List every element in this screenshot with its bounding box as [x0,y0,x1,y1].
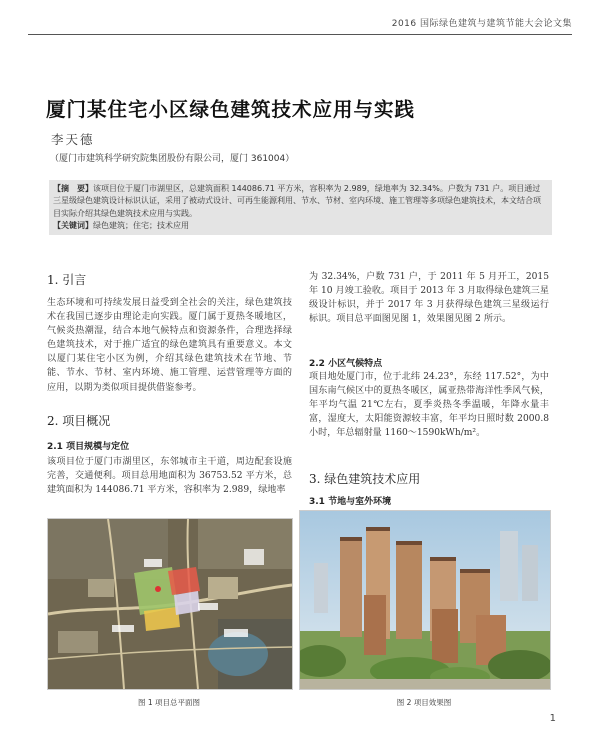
figure-1-caption: 图 1 项目总平面图 [137,698,201,707]
abstract-label: 【摘 要】 [53,184,93,193]
section-2-1-text: 该项目位于厦门市湖里区，东邻城市主干道，周边配套设施完善，交通便利。项目总用地面积为 36753.52 平方米，总建筑面积为 144086.71 平方米，容积率为 2.989，绿地率 [47,457,292,496]
section-1-heading: 1. 引言 [47,273,87,287]
figure-2-rendering [299,510,551,690]
keywords-paragraph [53,220,548,232]
keywords-label: 【关键词】 [53,220,93,230]
keywords-text: 绿色建筑；住宅；技术应用 [93,220,189,230]
article-title: 厦门某住宅小区绿色建筑技术应用与实践 [46,98,416,121]
project-rendering-image [300,511,550,689]
abstract-paragraph [53,183,548,220]
abstract-text: 该项目位于厦门市湖里区，总建筑面积 144086.71 平方米，容积率为 2.989，绿地率为 32.34%。户数为 731 户。项目通过三星级绿色建筑设计标识认证，采用了被动式设计、可再生能源利用、节水、节材、室内环境、施工管理等多项绿色建筑技术，本文结合项目实际介绍其绿色建筑技术应用与实践。 [53,184,541,218]
section-2-2-text: 项目地处厦门市，位于北纬 24.23°，东经 117.52°，为中国东南气候区中的夏热冬暖区，属亚热带海洋性季风气候，年平均气温 21℃左右，夏季炎热冬季温暖，年降水量丰富，湿度大，太阳能资源较丰富，年平均日照时数 2000.8 小时，年总辐射量 1160～1590kWh/m²。 [309,372,549,439]
section-2-2-heading: 2.2 小区气候特点 [309,359,383,369]
section-2-1-continued-text: 为 32.34%，户数 731 户，于 2011 年 5 月开工，2015 年 10 月竣工验收。项目于 2013 年 3 月取得绿色建筑三星级设计标识，并于 2017 年 3 月获得绿色建筑三星级运行标识。项目总平面图见图 1，效果图见图 2 所示。 [309,272,549,325]
header-rule [28,34,572,35]
section-3-heading: 3. 绿色建筑技术应用 [309,472,421,486]
figure-1-site-plan [47,518,293,690]
figure-2-caption: 图 2 项目效果图 [396,698,452,707]
section-2-heading: 2. 项目概况 [47,414,111,428]
page-number: 1 [549,713,556,724]
site-plan-map-image [48,519,292,689]
running-head: 2016 国际绿色建筑与建筑节能大会论文集 [391,19,572,29]
section-2-1-heading: 2.1 项目规模与定位 [47,442,130,452]
abstract-box [49,180,552,235]
section-3-1-heading: 3.1 节地与室外环境 [309,497,392,507]
author-name: 李天德 [51,132,95,147]
author-affiliation: （厦门市建筑科学研究院集团股份有限公司，厦门 361004） [50,154,295,164]
section-1-text: 生态环境和可持续发展日益受到全社会的关注，绿色建筑技术在我国已逐步由理论走向实践。厦门属于夏热冬暖地区，气候炎热潮湿，结合本地气候特点和资源条件，合理选择绿色建筑技术，对于推广适宜的绿色建筑具有重要意义。本文以厦门某住宅小区为例，介绍其绿色建筑技术在节地、节能、节水、节材、室内环境、施工管理、运营管理等方面的应用，以期为类似项目提供借鉴参考。 [47,298,292,393]
